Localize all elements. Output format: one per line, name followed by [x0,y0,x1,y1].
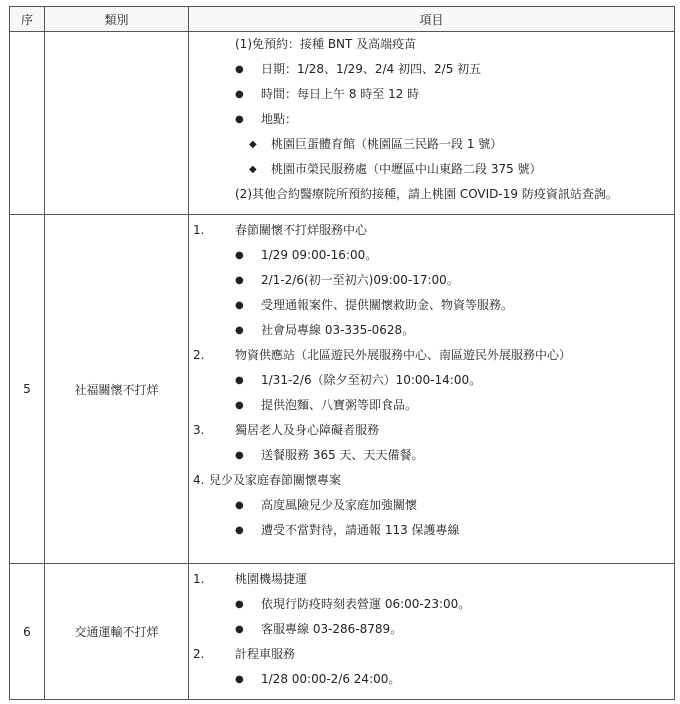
row-items [189,215,675,564]
row-items [189,564,675,700]
bullet-icon: ● [235,674,244,685]
list-item: ● 地點： [189,107,674,132]
list-item: ● 時間：每日上午 8 時至 12 時 [189,82,674,107]
bullet-icon: ● [235,89,244,100]
header-seq: 序 [10,7,45,32]
row-category: 社福關懷不打烊 [45,215,189,564]
list-item: 1. 春節關懷不打烊服務中心 [193,223,368,237]
list-item: 4. 兒少及家庭春節關懷專案 [193,473,342,487]
row-category: 交通運輸不打烊 [45,564,189,700]
list-item: ● 送餐服務 365 天、天天備餐。 [189,443,674,468]
bullet-icon: ● [235,400,244,411]
list-item: (2)其他合約醫療院所預約接種，請上桃園 COVID-19 防疫資訊站查詢。 [235,187,618,201]
row-seq: 6 [10,564,45,700]
list-item: ● 依現行防疫時刻表營運 06:00-23:00。 [189,592,674,617]
list-item: 3. 獨居老人及身心障礙者服務 [193,423,380,437]
row-items [189,32,675,215]
list-item: ● 日期：1/28、1/29、2/4 初四、2/5 初五 [189,57,674,82]
list-item: ● 高度風險兒少及家庭加強關懷 [189,493,674,518]
bullet-icon: ● [235,64,244,75]
row-seq [10,32,45,215]
bullet-icon: ● [235,624,244,635]
bullet-icon: ● [235,375,244,386]
table-row [10,564,675,700]
table-header-row [10,7,675,32]
table-row [10,215,675,564]
list-item: ● 2/1-2/6(初一至初六)09:00-17:00。 [189,268,674,293]
list-item: ● 提供泡麵、八寶粥等即食品。 [189,393,674,418]
row-seq: 5 [10,215,45,564]
table-row [10,32,675,215]
list-item: ● 受理通報案件、提供關懷救助金、物資等服務。 [189,293,674,318]
list-item: (1)免預約：接種 BNT 及高端疫苗 [235,37,417,51]
header-category: 類別 [45,7,189,32]
list-item: ◆ 桃園市榮民服務處（中壢區中山東路二段 375 號） [189,157,674,182]
bullet-icon: ● [235,250,244,261]
list-item: 2. 物資供應站（北區遊民外展服務中心、南區遊民外展服務中心） [193,348,572,362]
bullet-icon: ● [235,525,244,536]
bullet-icon: ● [235,599,244,610]
diamond-icon: ◆ [249,139,257,150]
list-item: 2. 計程車服務 [193,647,296,661]
list-item: ● 1/31-2/6（除夕至初六）10:00-14:00。 [189,368,674,393]
list-item: ● 遭受不當對待，請通報 113 保護專線 [189,518,674,543]
bullet-icon: ● [235,300,244,311]
bullet-icon: ● [235,275,244,286]
list-item: 1. 桃園機場捷運 [193,572,308,586]
list-item: ● 1/28 00:00-2/6 24:00。 [189,667,674,692]
list-item: ● 1/29 09:00-16:00。 [189,243,674,268]
row-category [45,32,189,215]
diamond-icon: ◆ [249,164,257,175]
header-item: 項目 [189,7,675,32]
bullet-icon: ● [235,325,244,336]
list-item: ● 社會局專線 03-335-0628。 [189,318,674,343]
bullet-icon: ● [235,450,244,461]
list-item: ◆ 桃園巨蛋體育館（桃園區三民路一段 1 號） [189,132,674,157]
bullet-icon: ● [235,114,244,125]
bullet-icon: ● [235,500,244,511]
info-table [9,6,675,700]
list-item: ● 客服專線 03-286-8789。 [189,617,674,642]
